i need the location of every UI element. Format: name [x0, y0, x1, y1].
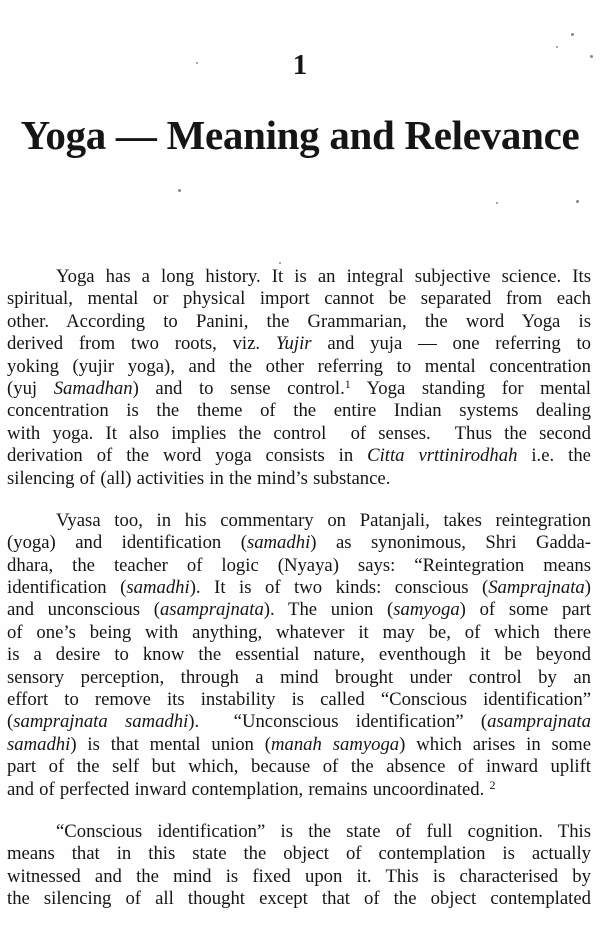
text-line [7, 622, 591, 644]
text-segment: and unconscious ( [7, 599, 160, 621]
italic-term: asamprajnata [487, 711, 591, 733]
text-line [7, 599, 591, 621]
scan-speckle [196, 62, 198, 64]
text-line [7, 356, 591, 378]
text-segment: Yoga standing for mental [350, 377, 591, 399]
text-segment: the silencing of all thought except that of the object contemplated [7, 888, 591, 910]
text-line [7, 555, 591, 577]
text-segment: witnessed and the mind is fixed upon it. This is characterised by [7, 865, 591, 887]
text-line [7, 532, 591, 554]
text-line [7, 378, 591, 400]
text-line [7, 644, 591, 666]
text-line [7, 779, 591, 801]
chapter-number: 1 [292, 49, 308, 81]
text-line [7, 711, 591, 733]
scan-speckle [556, 46, 558, 48]
footnote-reference: 2 [489, 778, 496, 792]
text-segment: means that in this state the object of contemplation is actually [7, 843, 591, 865]
text-line [7, 843, 591, 865]
text-segment: derived from two roots, viz. [7, 333, 276, 355]
italic-term: samadhi [126, 577, 190, 599]
italic-term: samprajnata samadhi [13, 711, 189, 733]
italic-term: Citta vrttinirodhah [367, 445, 518, 467]
text-segment: Vyasa too, in his commentary on Patanjali, takes reintegration [56, 509, 591, 531]
text-segment: “Conscious identification” is the state of full cognition. This [56, 820, 591, 842]
text-segment: concentration is the theme of the entire Indian systems dealing [7, 400, 591, 422]
text-segment: (yuj [7, 377, 54, 399]
italic-term: samadhi [246, 532, 311, 554]
text-segment: spiritual, mental or physical import cannot be separated from each [7, 288, 591, 310]
text-line [7, 288, 591, 310]
text-line [7, 333, 591, 355]
text-segment: ). “Unconscious identification” ( [188, 711, 488, 733]
text-line [7, 689, 591, 711]
text-segment: ). It is of two kinds: conscious ( [189, 577, 489, 599]
text-segment: ) is that mental union ( [70, 733, 271, 755]
text-segment: is a desire to know the essential nature, eventhough it be beyond [7, 644, 591, 666]
text-line [7, 423, 591, 445]
scan-speckle [178, 189, 181, 192]
text-line [7, 400, 591, 422]
text-segment: of one’s being with anything, whatever it may be, of which there [7, 621, 591, 643]
text-line [7, 734, 591, 756]
text-segment: effort to remove its instability is called “Conscious identification” [7, 689, 591, 711]
text-segment: Yoga has a long history. It is an integral subjective science. Its [56, 266, 591, 287]
text-line [7, 866, 591, 888]
italic-term: asamprajnata [159, 599, 264, 621]
text-line [7, 667, 591, 689]
text-segment: ) [584, 577, 591, 599]
text-segment: ( [7, 711, 14, 733]
scan-speckle [571, 33, 574, 36]
text-segment: ). The union ( [263, 599, 394, 621]
text-line [7, 510, 591, 532]
text-line [7, 821, 591, 843]
text-line [7, 445, 591, 467]
italic-term: Samadhan [53, 377, 133, 399]
italic-term: samyoga [393, 599, 460, 621]
text-segment: i.e. the [517, 445, 591, 467]
text-segment: identification ( [7, 577, 127, 599]
text-segment: (yoga) and identification ( [7, 532, 247, 554]
text-segment: part of the self but which, because of the absence of inward uplift [7, 756, 591, 778]
page-title: Yoga — Meaning and Relevance [20, 112, 580, 158]
text-segment: ) and to sense control. [132, 377, 345, 399]
text-segment: and of perfected inward contemplation, remains uncoordinated. [7, 778, 490, 800]
body-text [7, 266, 591, 911]
text-line [7, 311, 591, 333]
text-line [7, 888, 591, 910]
scan-speckle [279, 262, 281, 264]
text-segment: ) as synonimous, Shri Gadda- [310, 532, 591, 554]
text-line [7, 468, 591, 490]
paragraph [7, 821, 591, 911]
text-segment: with yoga. It also implies the control of senses. Thus the second [7, 422, 591, 444]
text-segment: ) which arises in some [399, 733, 591, 755]
text-segment: yoking (yujir yoga), and the other referring to mental concentration [7, 355, 591, 377]
text-segment: and yuja — one referring to [311, 333, 591, 355]
text-segment: other. According to Panini, the Grammarian, the word Yoga is [7, 310, 591, 332]
text-line [7, 756, 591, 778]
italic-term: Yujir [275, 333, 312, 355]
text-segment: dhara, the teacher of logic (Nyaya) says: “Reintegration means [7, 554, 591, 576]
paragraph [7, 266, 591, 490]
footnote-reference: 1 [344, 377, 351, 391]
italic-term: samadhi [7, 733, 71, 755]
text-segment: derivation of the word yoga consists in [7, 445, 368, 467]
text-line [7, 577, 591, 599]
text-segment: silencing of (all) activities in the mind’s substance. [7, 467, 391, 489]
text-segment: sensory perception, through a mind brought under control by an [7, 666, 591, 688]
text-segment: ) of some part [459, 599, 591, 621]
scan-speckle [496, 202, 498, 204]
scan-speckle [590, 55, 593, 58]
italic-term: Samprajnata [488, 577, 585, 599]
text-line [7, 266, 591, 288]
paragraph [7, 510, 591, 801]
italic-term: manah samyoga [270, 733, 400, 755]
scan-speckle [576, 200, 579, 203]
